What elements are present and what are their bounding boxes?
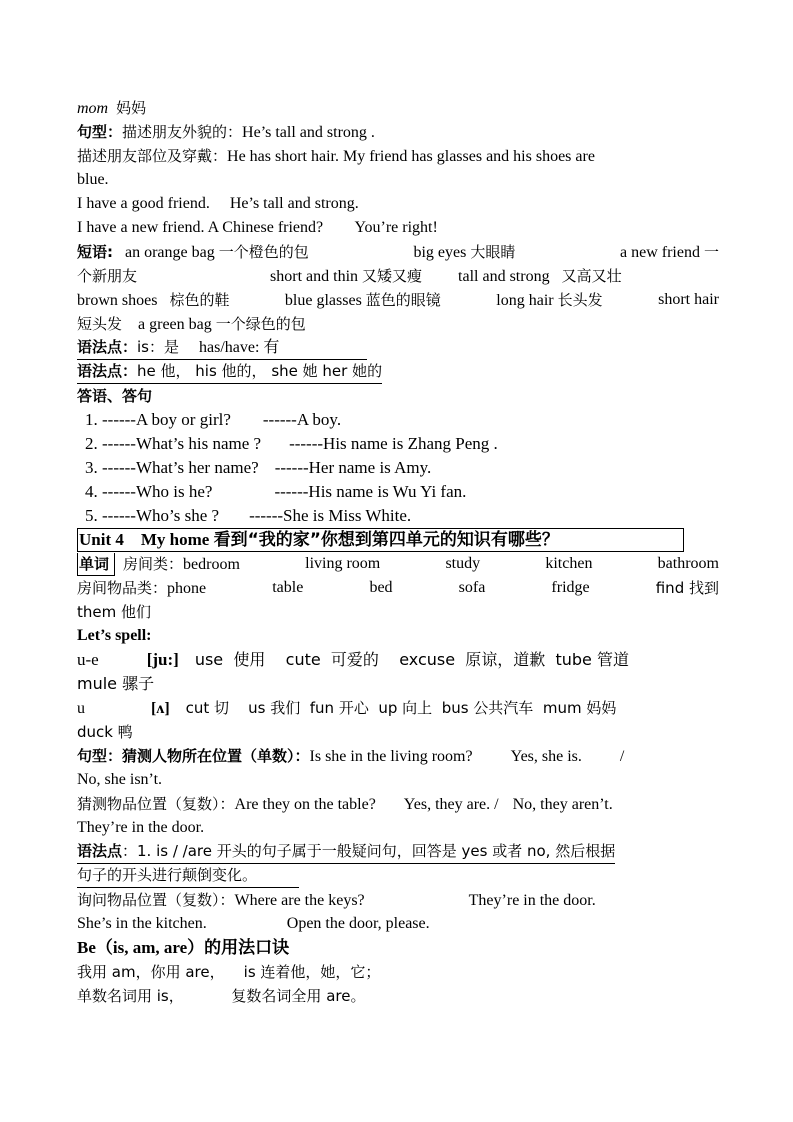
rhyme-line <box>77 984 719 1008</box>
rhyme-text: 单数名词用 is， 复数名词全用 are。 <box>77 987 366 1005</box>
phrase-en: a green bag <box>138 316 212 333</box>
qa-answer: ------A boy. <box>262 410 342 429</box>
phrase-en: brown shoes <box>77 292 158 309</box>
qa-number: 5. <box>85 506 98 525</box>
spell-ue-line <box>77 648 719 672</box>
describe-line-cont <box>77 168 719 192</box>
vocab-word: sofa <box>458 579 486 596</box>
phrase-en: long hair <box>496 292 554 309</box>
qa-item <box>77 456 719 480</box>
en-text: She’s in the kitchen. <box>77 915 207 932</box>
example-line <box>77 216 719 240</box>
grammar-text: has/have: 有 <box>199 339 280 356</box>
vocab-word: them 他们 <box>77 603 151 621</box>
qa-question: ------What’s her name? <box>102 458 259 477</box>
qa-answer: ------Her name is Amy. <box>274 458 432 477</box>
en-text: Yes, she is. <box>510 748 582 765</box>
rhyme-text: 我用 am，你用 are， is 连着他，她，它； <box>77 963 381 981</box>
qa-item <box>77 408 719 432</box>
grammar-line <box>77 336 719 360</box>
qa-item <box>77 504 719 528</box>
en-text: Open the door, please. <box>286 915 430 932</box>
en-text: He’s tall and strong. <box>229 195 359 212</box>
spell-words: mule 骡子 <box>77 674 155 693</box>
phrase-cn: 个新朋友 <box>77 267 138 285</box>
phrase-cn: 一 <box>703 243 719 261</box>
section-label: 语法点： <box>77 362 138 380</box>
document-page <box>77 96 719 1008</box>
section-label: 句型：猜测人物所在位置（单数）： <box>77 747 310 765</box>
qa-question: ------What’s his name ? <box>102 434 262 453</box>
word-cn: 妈妈 <box>116 99 147 117</box>
line-mom <box>77 96 719 120</box>
ask-line <box>77 888 719 912</box>
spell-u-line <box>77 696 719 720</box>
en-text: I have a good friend. <box>77 195 210 212</box>
words-label: 单词 <box>77 553 115 576</box>
phrase-cn: 一个橙色的包 <box>218 243 309 261</box>
word-en: mom <box>77 100 109 117</box>
unit-title-cn: 看到“我的家”你想到第四单元的知识有哪些？ <box>213 530 559 550</box>
spell-letter: u <box>77 700 85 717</box>
unit-title-box <box>77 528 684 552</box>
qa-question: ------Who is he? <box>102 482 213 501</box>
qa-question: ------A boy or girl? <box>102 410 231 429</box>
phonetic: [ju:] <box>146 650 179 669</box>
qa-item <box>77 432 719 456</box>
be-title <box>77 936 719 960</box>
cn-text: 描述朋友外貌的： <box>122 123 243 141</box>
pattern-line-cont <box>77 768 719 792</box>
phrase-en: short hair <box>658 291 719 308</box>
en-text: They’re in the door. <box>77 819 205 836</box>
phrases-line <box>77 240 719 264</box>
grammar-line <box>77 840 719 864</box>
vocab-word: table <box>272 579 304 596</box>
grammar-text: ：1. is / /are 开头的句子属于一般疑问句，回答是 yes 或者 no, 然后根据 <box>122 842 616 860</box>
vocab-word: bed <box>369 579 393 596</box>
qa-answer: ------His name is Wu Yi fan. <box>274 482 467 501</box>
en-text: He has short hair. My friend has glasses and his shoes are <box>227 148 595 165</box>
phrase-en: an orange bag <box>125 244 215 261</box>
describe-line <box>77 144 719 168</box>
en-text: You’re right! <box>354 219 438 236</box>
grammar-text: he 他， his 他的， she 她 her 她的 <box>137 362 383 380</box>
en-text: Yes, they are. / <box>403 796 499 813</box>
en-text: No, they aren’t. <box>512 796 613 813</box>
phrase-en: blue glasses <box>284 292 362 309</box>
qa-number: 4. <box>85 482 98 501</box>
vocab-word: fridge <box>551 579 590 596</box>
en-text: blue. <box>77 171 109 188</box>
example-line <box>77 192 719 216</box>
vocab-word: bathroom <box>657 555 719 572</box>
en-text: / <box>619 748 625 765</box>
section-title: Be（is, am, are）的用法口诀 <box>77 938 290 957</box>
spell-title <box>77 624 719 648</box>
phrases-line <box>77 312 719 336</box>
ask-line-cont <box>77 912 719 936</box>
sentence-pattern-line <box>77 120 719 144</box>
phrase-cn: 短头发 <box>77 315 123 333</box>
phrases-line <box>77 264 719 288</box>
pattern-line <box>77 792 719 816</box>
pattern-line-cont <box>77 816 719 840</box>
grammar-line <box>77 360 719 384</box>
qa-number: 1. <box>85 410 98 429</box>
en-text: Are they on the table? <box>234 796 376 813</box>
phrase-en: short and thin <box>270 268 359 285</box>
unit4-title <box>77 528 719 552</box>
phrase-cn: 棕色的鞋 <box>169 291 230 309</box>
qa-number: 3. <box>85 458 98 477</box>
en-text: They’re in the door. <box>468 892 596 909</box>
spell-ue-cont <box>77 672 719 696</box>
en-text: I have a new friend. A Chinese friend? <box>77 219 324 236</box>
phrase-en: big eyes <box>413 244 467 261</box>
qa-answer: ------She is Miss White. <box>249 506 412 525</box>
phonetic: [ʌ] <box>151 700 170 717</box>
section-label: 短语: <box>77 243 113 261</box>
items-line <box>77 576 719 600</box>
vocab-word: study <box>445 555 481 572</box>
en-text: Where are the keys? <box>234 892 365 909</box>
rhyme-line <box>77 960 719 984</box>
spell-words: cut 切 us 我们 fun 开心 up 向上 bus 公共汽车 mum 妈妈 <box>185 699 617 717</box>
phrases-line <box>77 288 719 312</box>
vocab-word: bedroom <box>183 556 240 573</box>
phrase-cn: 大眼睛 <box>470 243 516 261</box>
phrase-cn: 一个绿色的包 <box>215 315 306 333</box>
category-label: 房间物品类： <box>77 579 168 597</box>
qa-title <box>77 384 719 408</box>
grammar-line-cont <box>77 864 719 888</box>
phrase-cn: 蓝色的眼镜 <box>365 291 441 309</box>
pattern-line <box>77 744 719 768</box>
cn-text: 描述朋友部位及穿戴： <box>77 147 228 165</box>
cn-text: 猜测物品位置（复数）： <box>77 795 235 813</box>
en-text: Is she in the living room? <box>309 748 473 765</box>
cn-text: 询问物品位置（复数）： <box>77 891 235 909</box>
qa-answer: ------His name is Zhang Peng . <box>289 434 498 453</box>
vocab-word: living room <box>305 555 381 572</box>
en-text: No, she isn’t. <box>77 771 163 788</box>
section-label: 语法点 <box>77 842 123 860</box>
spell-words: use 使用 cute 可爱的 excuse 原谅，道歉 tube 管道 <box>194 650 629 669</box>
category-label: 房间类： <box>123 555 184 573</box>
phrase-cn: 又高又壮 <box>561 267 622 285</box>
qa-number: 2. <box>85 434 98 453</box>
phrase-cn: 长头发 <box>557 291 603 309</box>
spell-words: duck 鸭 <box>77 723 133 741</box>
section-title: Let’s spell: <box>77 627 152 644</box>
phrase-en: tall and strong <box>458 268 550 285</box>
section-label: 句型： <box>77 123 123 141</box>
qa-item <box>77 480 719 504</box>
items-line-cont <box>77 600 719 624</box>
vocab-word: find 找到 <box>655 579 719 597</box>
grammar-text: is：是 <box>137 338 179 356</box>
phrase-en: a new friend <box>620 244 700 261</box>
section-label: 语法点： <box>77 338 138 356</box>
grammar-text: 句子的开头进行颠倒变化。 <box>77 866 258 884</box>
rooms-line <box>77 552 719 576</box>
vocab-word: phone <box>167 580 207 597</box>
section-title: 答语、答句 <box>77 387 153 405</box>
spell-letter: u-e <box>77 650 99 669</box>
phrase-cn: 又矮又瘦 <box>362 267 423 285</box>
en-text: He’s tall and strong . <box>242 124 375 141</box>
spell-u-cont <box>77 720 719 744</box>
qa-question: ------Who’s she ? <box>102 506 220 525</box>
vocab-word: kitchen <box>545 555 593 572</box>
unit-title-en: Unit 4 My home <box>79 530 210 549</box>
